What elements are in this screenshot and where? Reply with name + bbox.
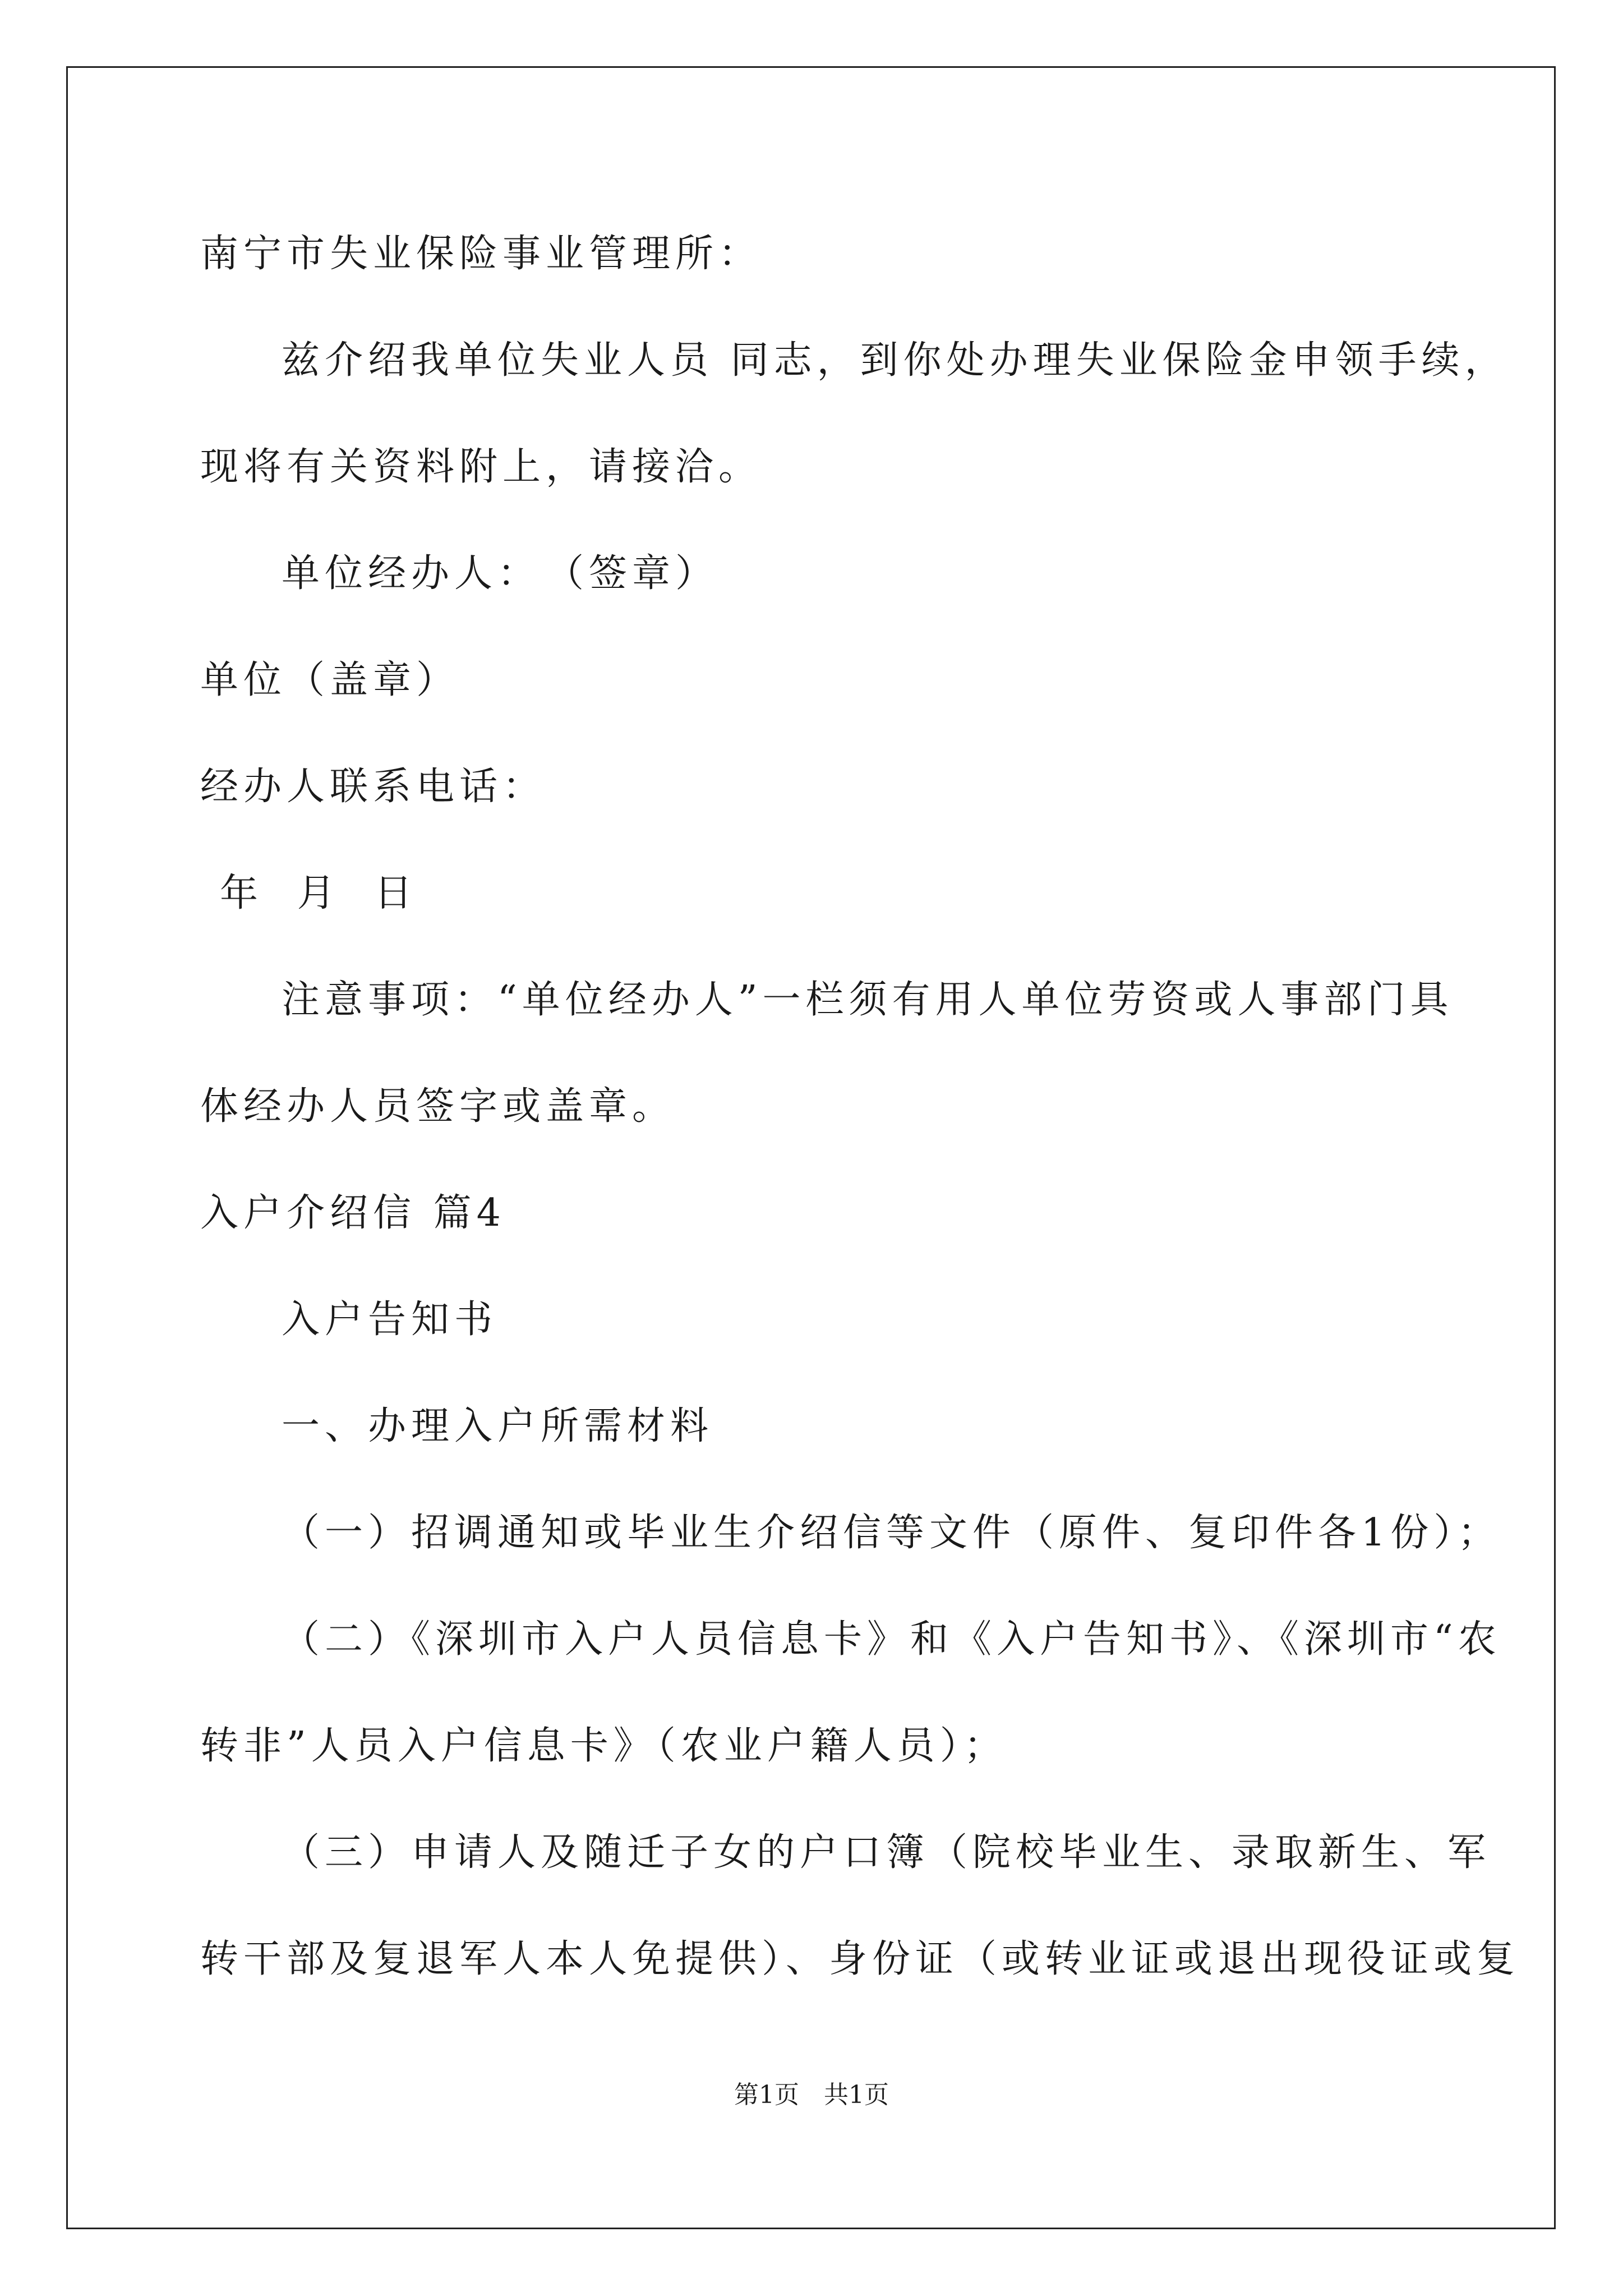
note-line: 注意事项：“单位经办人”一栏须有用人单位劳资或人事部门具 <box>282 978 1454 1022</box>
list-item: 转干部及复退军人本人免提供）、身份证（或转业证或退出现役证或复 <box>200 1937 1520 1981</box>
page-border <box>66 66 1556 2229</box>
unit-seal-line: 单位（盖章） <box>200 658 460 702</box>
signer-line: 单位经办人： （签章） <box>282 551 719 596</box>
addressee-line: 南宁市失业保险事业管理所： <box>200 232 762 276</box>
list-item: （二）《深圳市入户人员信息卡》和《入户告知书》、《深圳市“农 <box>282 1617 1501 1662</box>
list-item: （一）招调通知或毕业生介绍信等文件（原件、复印件各1份）； <box>282 1511 1501 1555</box>
contact-phone-line: 经办人联系电话： <box>200 765 546 809</box>
paragraph-line: 现将有关资料附上，请接洽。 <box>200 445 762 489</box>
notice-title: 入户告知书 <box>282 1297 498 1342</box>
note-line: 体经办人员签字或盖章。 <box>200 1084 676 1129</box>
list-item: （三）申请人及随迁子女的户口簿（院校毕业生、录取新生、军 <box>282 1830 1491 1875</box>
section-heading: 入户介绍信 篇4 <box>200 1191 506 1235</box>
list-item: 转非”人员入户信息卡》（农业户籍人员）； <box>200 1724 1007 1768</box>
date-line: 年 月 日 <box>220 871 418 915</box>
list-heading: 一、办理入户所需材料 <box>282 1404 714 1448</box>
paragraph-line: 兹介绍我单位失业人员 同志，到你处办理失业保险金申领手续， <box>282 338 1508 383</box>
page-number-footer: 第1页 共1页 <box>734 2081 889 2109</box>
